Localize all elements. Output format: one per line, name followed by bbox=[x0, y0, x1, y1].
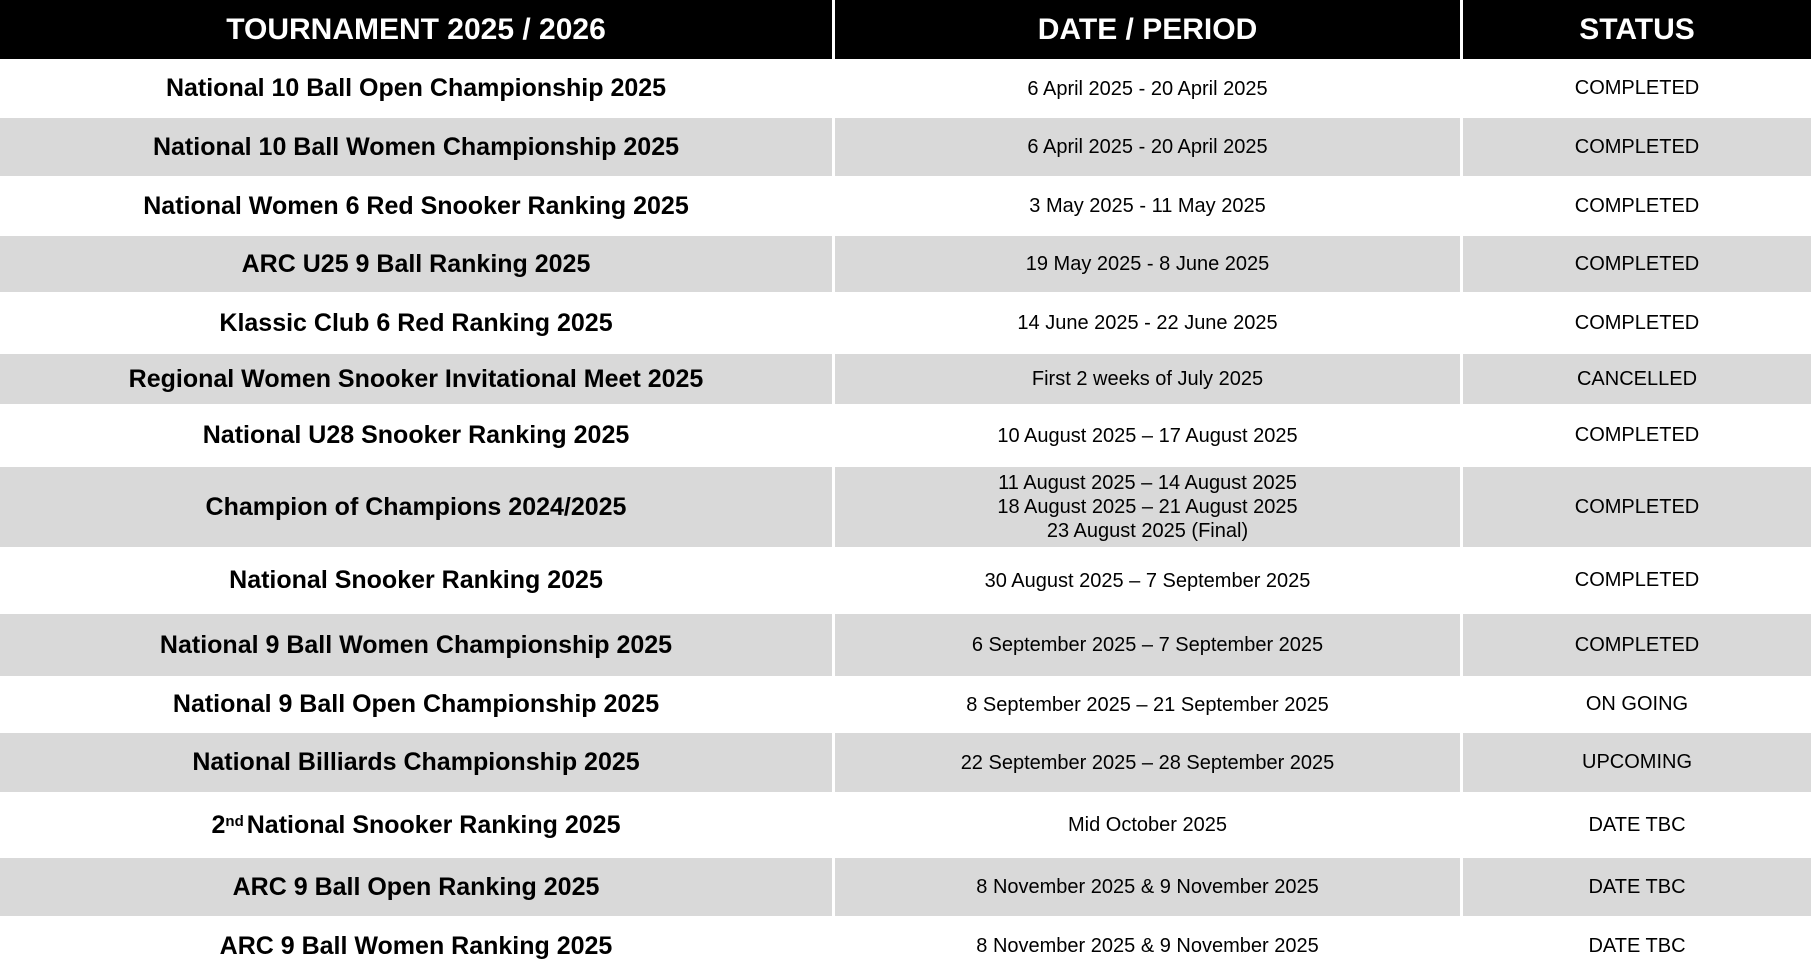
tournament-name: National 9 Ball Women Championship 2025 bbox=[0, 614, 835, 676]
tournament-status: COMPLETED bbox=[1463, 547, 1811, 614]
tournament-name: National 9 Ball Open Championship 2025 bbox=[0, 676, 835, 733]
tournament-status: DATE TBC bbox=[1463, 916, 1811, 976]
tournament-date: 6 September 2025 – 7 September 2025 bbox=[835, 614, 1463, 676]
tournament-name: National 10 Ball Open Championship 2025 bbox=[0, 59, 835, 118]
tournament-date: Mid October 2025 bbox=[835, 792, 1463, 858]
tournament-name: National U28 Snooker Ranking 2025 bbox=[0, 404, 835, 467]
header-tournament: TOURNAMENT 2025 / 2026 bbox=[0, 0, 835, 59]
tournament-name: ARC U25 9 Ball Ranking 2025 bbox=[0, 236, 835, 292]
tournament-date: 8 September 2025 – 21 September 2025 bbox=[835, 676, 1463, 733]
tournament-status: COMPLETED bbox=[1463, 176, 1811, 236]
tournament-date: 30 August 2025 – 7 September 2025 bbox=[835, 547, 1463, 614]
tournament-name-text: National Snooker Ranking 2025 bbox=[246, 810, 621, 839]
tournament-name: Champion of Champions 2024/2025 bbox=[0, 467, 835, 547]
tournament-status: COMPLETED bbox=[1463, 404, 1811, 467]
tournament-status: COMPLETED bbox=[1463, 467, 1811, 547]
tournament-status: COMPLETED bbox=[1463, 614, 1811, 676]
tournament-name: ARC 9 Ball Open Ranking 2025 bbox=[0, 858, 835, 916]
tournament-status: COMPLETED bbox=[1463, 236, 1811, 292]
tournament-date: 22 September 2025 – 28 September 2025 bbox=[835, 733, 1463, 792]
tournament-status: ON GOING bbox=[1463, 676, 1811, 733]
tournament-date: 6 April 2025 - 20 April 2025 bbox=[835, 118, 1463, 176]
tournament-date: 6 April 2025 - 20 April 2025 bbox=[835, 59, 1463, 118]
date-line: 11 August 2025 – 14 August 2025 bbox=[998, 472, 1297, 494]
tournament-name: 2 $^{nd}$ National Snooker Ranking 2025 bbox=[0, 792, 835, 858]
tournament-name: National Women 6 Red Snooker Ranking 2025 bbox=[0, 176, 835, 236]
tournament-name: ARC 9 Ball Women Ranking 2025 bbox=[0, 916, 835, 976]
date-line: 18 August 2025 – 21 August 2025 bbox=[997, 496, 1298, 518]
tournament-date: 8 November 2025 & 9 November 2025 bbox=[835, 858, 1463, 916]
tournament-date: 3 May 2025 - 11 May 2025 bbox=[835, 176, 1463, 236]
ordinal-number: 2 bbox=[211, 810, 226, 839]
header-status: STATUS bbox=[1463, 0, 1811, 59]
tournament-status: CANCELLED bbox=[1463, 354, 1811, 404]
tournament-name: National 10 Ball Women Championship 2025 bbox=[0, 118, 835, 176]
date-line: 23 August 2025 (Final) bbox=[1046, 520, 1249, 542]
tournament-name: Regional Women Snooker Invitational Meet 2025 bbox=[0, 354, 835, 404]
tournament-date: 14 June 2025 - 22 June 2025 bbox=[835, 292, 1463, 354]
tournament-status: COMPLETED bbox=[1463, 118, 1811, 176]
tournament-status: DATE TBC bbox=[1463, 792, 1811, 858]
tournament-name: Klassic Club 6 Red Ranking 2025 bbox=[0, 292, 835, 354]
tournament-date: First 2 weeks of July 2025 bbox=[835, 354, 1463, 404]
tournament-status: DATE TBC bbox=[1463, 858, 1811, 916]
tournament-date bbox=[835, 467, 1463, 547]
tournament-date: 19 May 2025 - 8 June 2025 bbox=[835, 236, 1463, 292]
tournament-name: National Snooker Ranking 2025 bbox=[0, 547, 835, 614]
tournament-date: 8 November 2025 & 9 November 2025 bbox=[835, 916, 1463, 976]
tournament-status: UPCOMING bbox=[1463, 733, 1811, 792]
tournament-name: National Billiards Championship 2025 bbox=[0, 733, 835, 792]
tournament-status: COMPLETED bbox=[1463, 292, 1811, 354]
tournament-date: 10 August 2025 – 17 August 2025 bbox=[835, 404, 1463, 467]
header-date-period: DATE / PERIOD bbox=[835, 0, 1463, 59]
tournament-status: COMPLETED bbox=[1463, 59, 1811, 118]
